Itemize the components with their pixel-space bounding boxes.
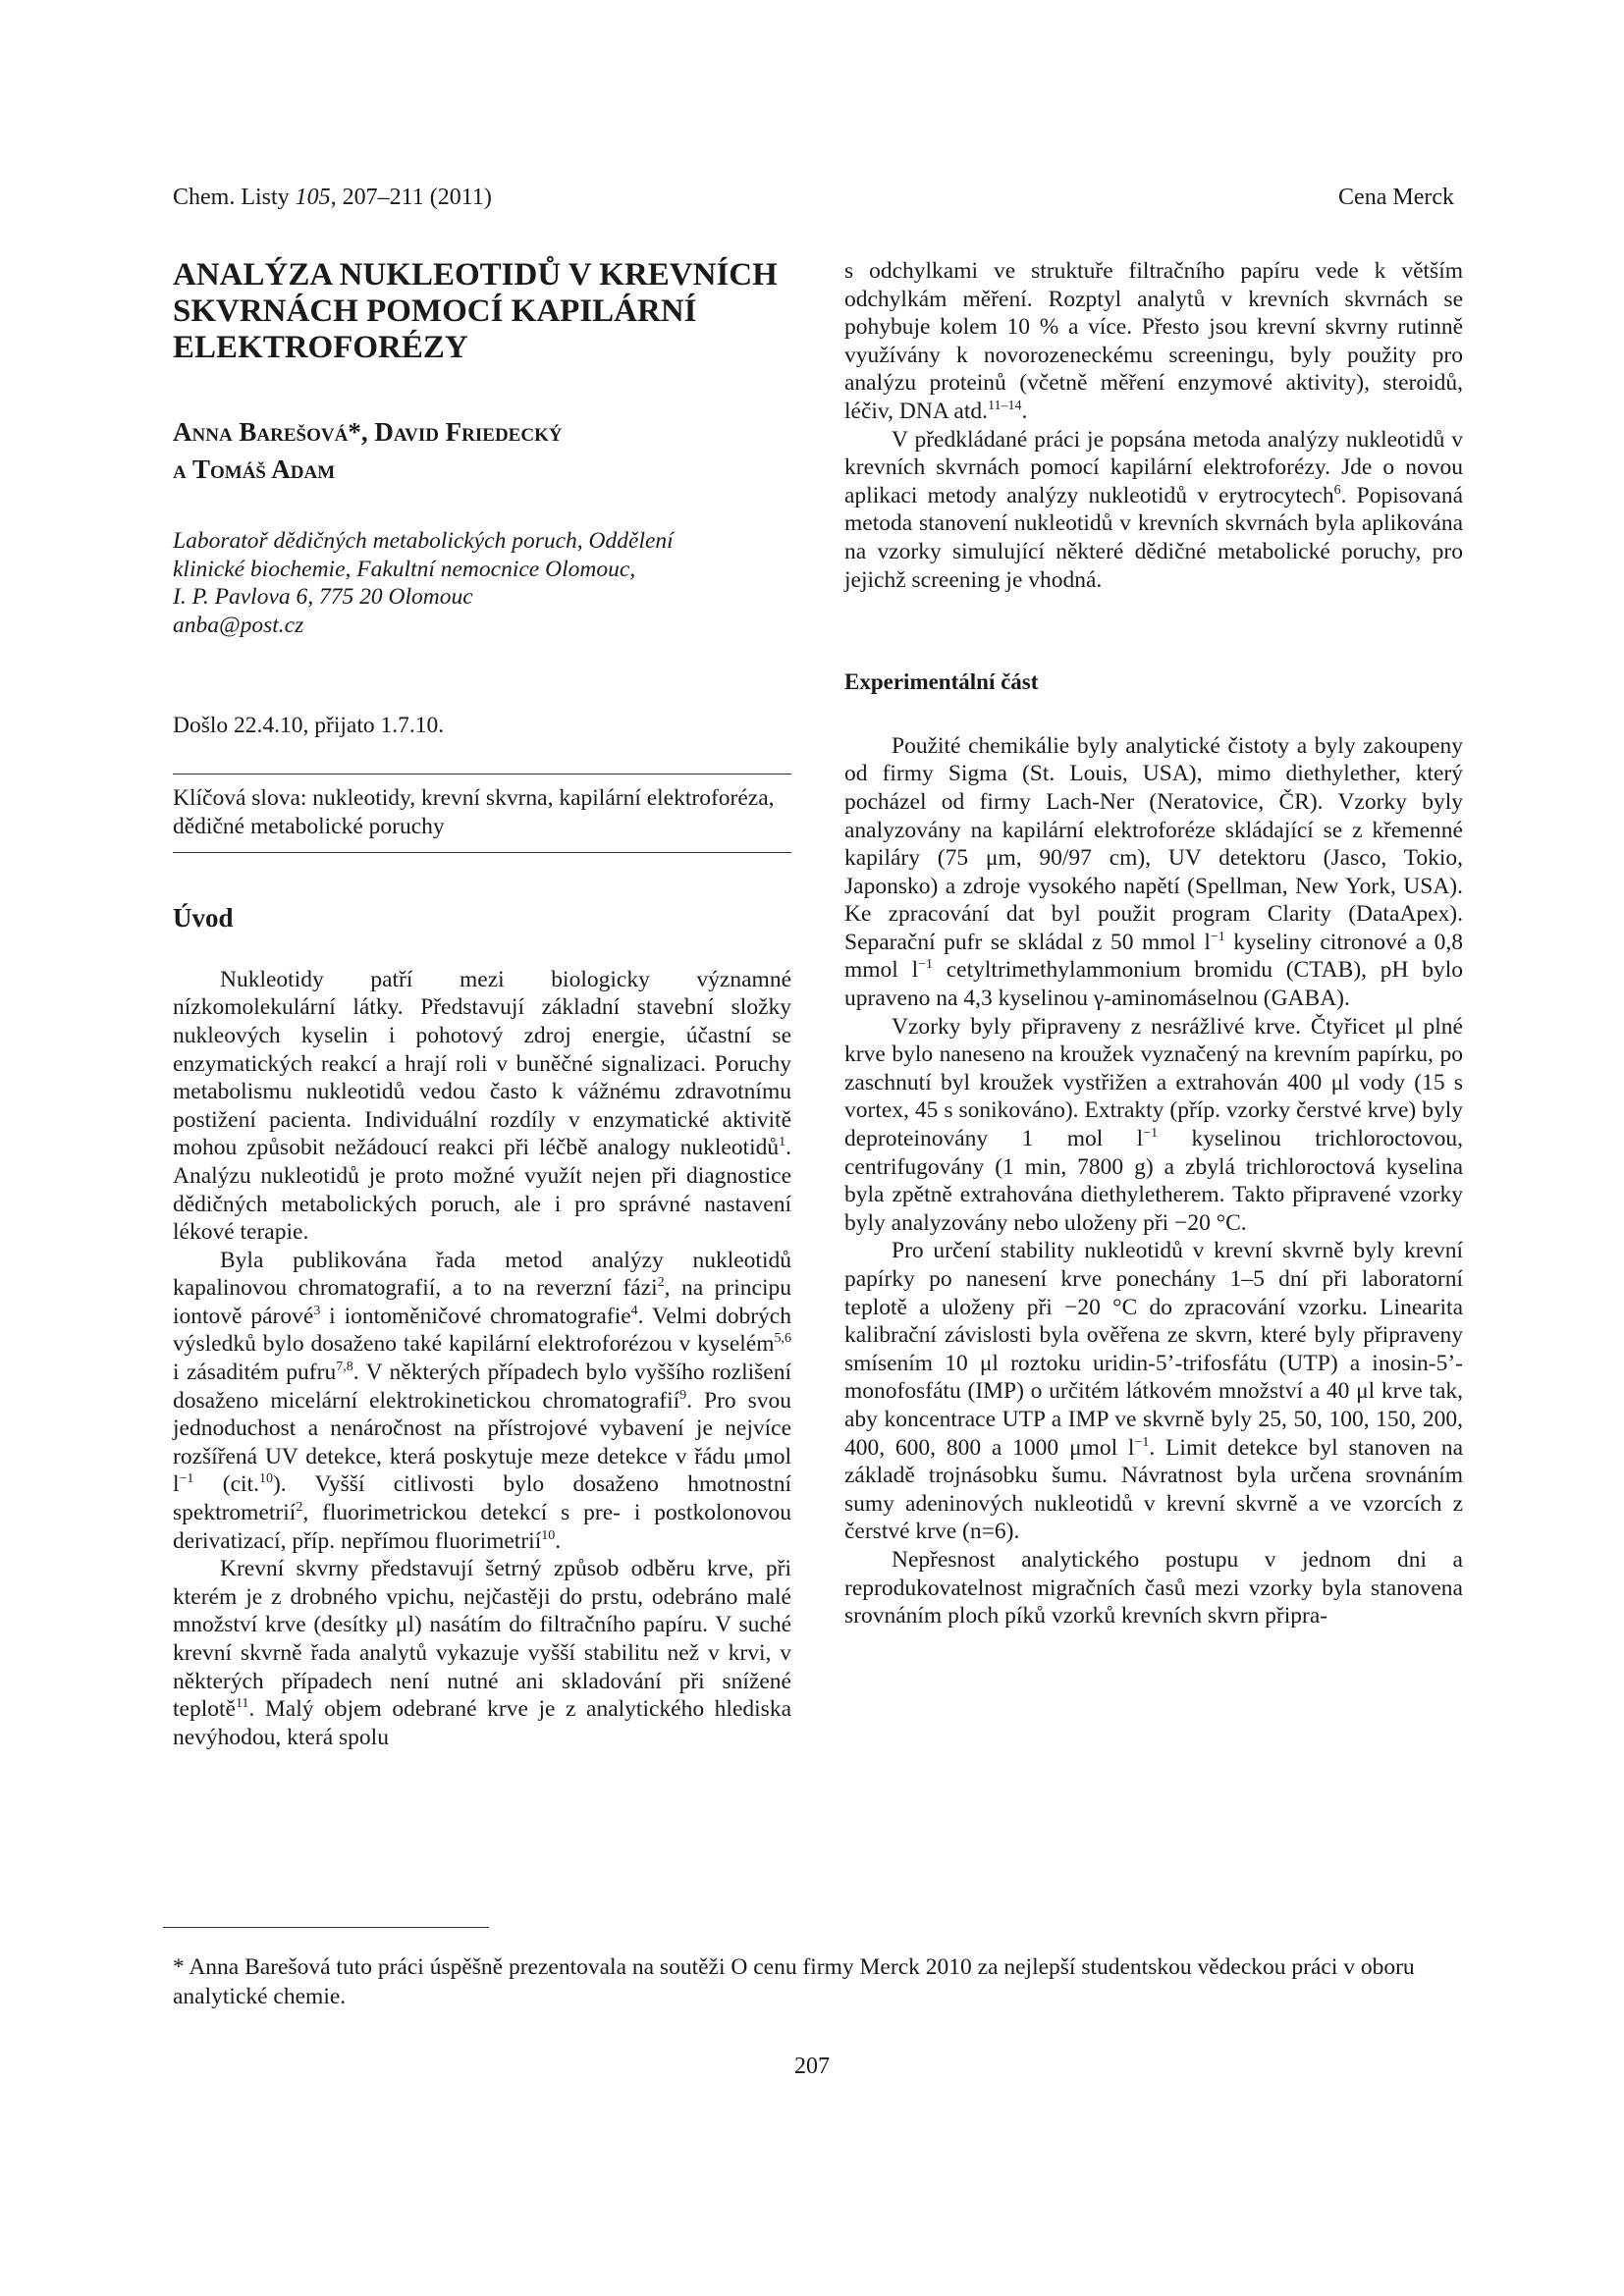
page-number: 207 (794, 2054, 830, 2079)
paragraph: Pro určení stability nukleotidů v krevní skvrně byly krevní papírky po nanesení krve ponechány 1–5 dní při laboratorní teplotě a uloženy při −20 °C do zpracování vzorku. Linearita kalibrační závislosti byla ověřena ze skvrn, které byly připraveny smísením 10 μl roztoku uridin-5’-trifosfátu (UTP) a inosin-5’-monofosfátu (IMP) o určitém látkovém množství a 40 μl krve tak, aby koncentrace UTP a IMP ve skvrně byly 25, 50, 100, 150, 200, 400, 600, 800 a 1000 μmol $l^{-1}$. Limit detekce byl stanoven na základě trojnásobku šumu. Návratnost byla určena srovnáním sumy adeninových nukleotidů v krevní skvrně a ve vzorcích z čerstvé krve (n=6). (844, 1238, 1464, 1545)
received-dates: Došlo 22.4.10, přijato 1.7.10. (173, 713, 445, 739)
author-list (173, 413, 791, 488)
citation-ref: 1 (779, 1135, 786, 1150)
author-email: anba@post.cz (173, 612, 304, 638)
keywords: Klíčová slova: nukleotidy, krevní skvrna, kapilární elektroforéza, dědičné metabolické poruchy (173, 784, 775, 839)
paragraph: V předkládané práci je popsána metoda analýzy nukleotidů v krevních skvrnách pomocí kapilární elektroforézy. Jde o novou aplikaci metody analýzy nukleotidů v erytrocytech$^6$. Popisovaná metoda stanovení nukleotidů v krevních skvrnách byla aplikována na vzorky simulující některé dědičné metabolické poruchy, pro jejichž screening je vhodná. (844, 426, 1463, 593)
authors-line-2: a Tomáš Adam (173, 454, 336, 484)
footnote: * Anna Barešová tuto práci úspěšně prezentovala na soutěži O cenu firmy Merck 2010 za nejlepší studentskou vědeckou práci v oboru analytické chemie. (173, 1954, 1415, 2009)
affiliation-line: I. P. Pavlova 6, 775 20 Olomouc (173, 584, 473, 611)
paragraph: Krevní skvrny představují šetrný způsob odběru krve, při kterém je z drobného vpichu, nejčastěji do prstu, odebráno malé množství krve (desítky μl) nasátím do filtračního papíru. V suché krevní skvrně řada analytů vykazuje vyšší stabilitu než v krvi, v některých případech není nutné ani skladování při snížené teplotě$^{11}$. Malý objem odebrané krve je z analytického hlediska nevýhodou, která spolu (173, 1556, 791, 1750)
journal-name: Chem. Listy (173, 185, 296, 210)
running-header-section: Cena Merck (1338, 185, 1454, 210)
right-column (844, 257, 1463, 1630)
citation-ref: 4 (630, 1304, 638, 1319)
citation-ref: 2 (657, 1275, 665, 1291)
affiliation-line: Laboratoř dědičných metabolických poruch, Oddělení (173, 528, 674, 554)
divider (173, 852, 791, 853)
paragraph: s odchylkami ve struktuře filtračního papíru vede k větším odchylkám měření. Rozptyl analytů v krevních skvrnách se pohybuje kolem 10 % a více. Přesto jsou krevní skvrny rutinně využívány k novorozeneckému screeningu, byly použity pro analýzu proteinů (včetně měření enzymové aktivity), steroidů, léčiv, DNA atd.$^{11-14}$. (844, 258, 1463, 424)
citation-ref: 2 (296, 1500, 303, 1516)
journal-pages-year: , 207–211 (2011) (330, 185, 492, 210)
paragraph: Vzorky byly připraveny z nesrážlivé krve. Čtyřicet μl plné krve bylo naneseno na kroužek vyznačený na krevním papírku, po zaschnutí byl kroužek vystřižen a extrahován 400 μl vody (15 s vortex, 45 s sonikováno). Extrakty (příp. vzorky čerstvé krve) byly deproteinovány 1 mol $l^{-1}$ kyselinou trichloroctovou, centrifugovány (1 min, 7800 g) a zbylá trichloroctová kyselina byla zpětně extrahována diethyletherem. Takto připravené vzorky byly analyzovány nebo uloženy při −20 °C. (844, 1013, 1464, 1236)
unit-exponent: −1 (918, 957, 934, 973)
affiliation (173, 527, 791, 639)
citation-ref: 10 (541, 1527, 556, 1543)
paragraph: Použité chemikálie byly analytické čistoty a byly zakoupeny od firmy Sigma (St. Louis, USA), mimo diethylether, který pocházel od firmy Lach-Ner (Neratovice, ČR). Vzorky byly analyzovány na kapilární elektroforéze skládající se z křemenné kapiláry (75 μm, 90/97 cm), UV detektoru (Jasco, Tokio, Japonsko) a zdroje vysokého napětí (Spellman, New York, USA). Ke zpracování dat byl použit program Clarity (DataApex). Separační pufr se skládal z 50 mmol $l^{-1}$ kyseliny citronové a 0,8 mmol $l^{-1}$ cetyltrimethylammonium bromidu (CTAB), pH bylo upraveno na 4,3 kyselinou γ-aminomáselnou (GABA). (844, 732, 1463, 1012)
citation-ref: 9 (679, 1387, 687, 1403)
citation-ref: 10 (258, 1471, 273, 1487)
footnote-divider (163, 1927, 489, 1928)
left-column (173, 257, 791, 1751)
section-heading-intro: Úvod (173, 903, 234, 934)
paragraph: Nukleotidy patří mezi biologicky významné nízkomolekulární látky. Představují základní stavební složky nukleových kyselin i pohotový zdroj energie, účastní se enzymatických reakcí a hrají roli v buněčné signalizaci. Poruchy metabolismu nukleotidů vedou často k vážnému zdravotnímu postižení pacienta. Individuální rozdíly v enzymatické aktivitě mohou způsobit nežádoucí reakci při léčbě analogy nukleotidů$^1$. Analýzu nukleotidů je proto možné využít nejen při diagnostice dědičných metabolických poruch, ale i pro správné nastavení lékové terapie. (173, 966, 791, 1246)
citation-ref: 11 (235, 1696, 249, 1712)
paragraph: Nepřesnost analytického postupu v jednom dni a reprodukovatelnost migračních časů mezi vzorky byla stanovena srovnáním ploch píků vzorků krevních skvrn připra- (844, 1546, 1463, 1629)
citation-ref: 3 (313, 1304, 321, 1319)
affiliation-line: klinické biochemie, Fakultní nemocnice Olomouc, (173, 556, 636, 582)
unit-exponent: −1 (179, 1471, 194, 1487)
authors-line-1: Anna Barešová*, David Friedecký (173, 417, 563, 447)
unit-exponent: −1 (1134, 1434, 1150, 1450)
section-heading-experimental: Experimentální část (844, 669, 1039, 695)
unit-exponent: −1 (1210, 930, 1225, 945)
citation-ref: 7,8 (336, 1360, 353, 1375)
journal-volume: 105 (295, 185, 331, 210)
citation-ref: 5,6 (774, 1331, 791, 1347)
running-header-citation (173, 185, 492, 211)
citation-ref: 6 (1333, 482, 1341, 498)
article-title: ANALÝZA NUKLEOTIDŮ V KREVNÍCH SKVRNÁCH POMOCÍ KAPILÁRNÍ ELEKTROFORÉZY (173, 257, 778, 365)
paragraph: Byla publikována řada metod analýzy nukleotidů kapalinovou chromatografií, a to na reverzní fázi$^2$, na principu iontově párové$^3$ i iontoměničové chromatografie$^4$. Velmi dobrých výsledků bylo dosaženo také kapilární elektroforézou v kyselém$^{5,6}$ i zásaditém pufru$^{7,8}$. V některých případech bylo vyššího rozlišení dosaženo micelární elektrokinetickou chromatografií$^9$. Pro svou jednoduchost a nenáročnost na přístrojové vybavení je nejvíce rozšířená UV detekce, která poskytuje meze detekce v řádu μmol $l^{-1}$ (cit.$^{10}$). Vyšší citlivosti bylo dosaženo hmotnostní spektrometrií$^2$, fluorimetrickou detekcí s pre- i postkolonovou derivatizací, příp. nepřímou fluorimetrií$^{10}$. (173, 1247, 792, 1554)
unit-exponent: −1 (1143, 1126, 1159, 1142)
citation-ref: 11–14 (987, 399, 1022, 414)
